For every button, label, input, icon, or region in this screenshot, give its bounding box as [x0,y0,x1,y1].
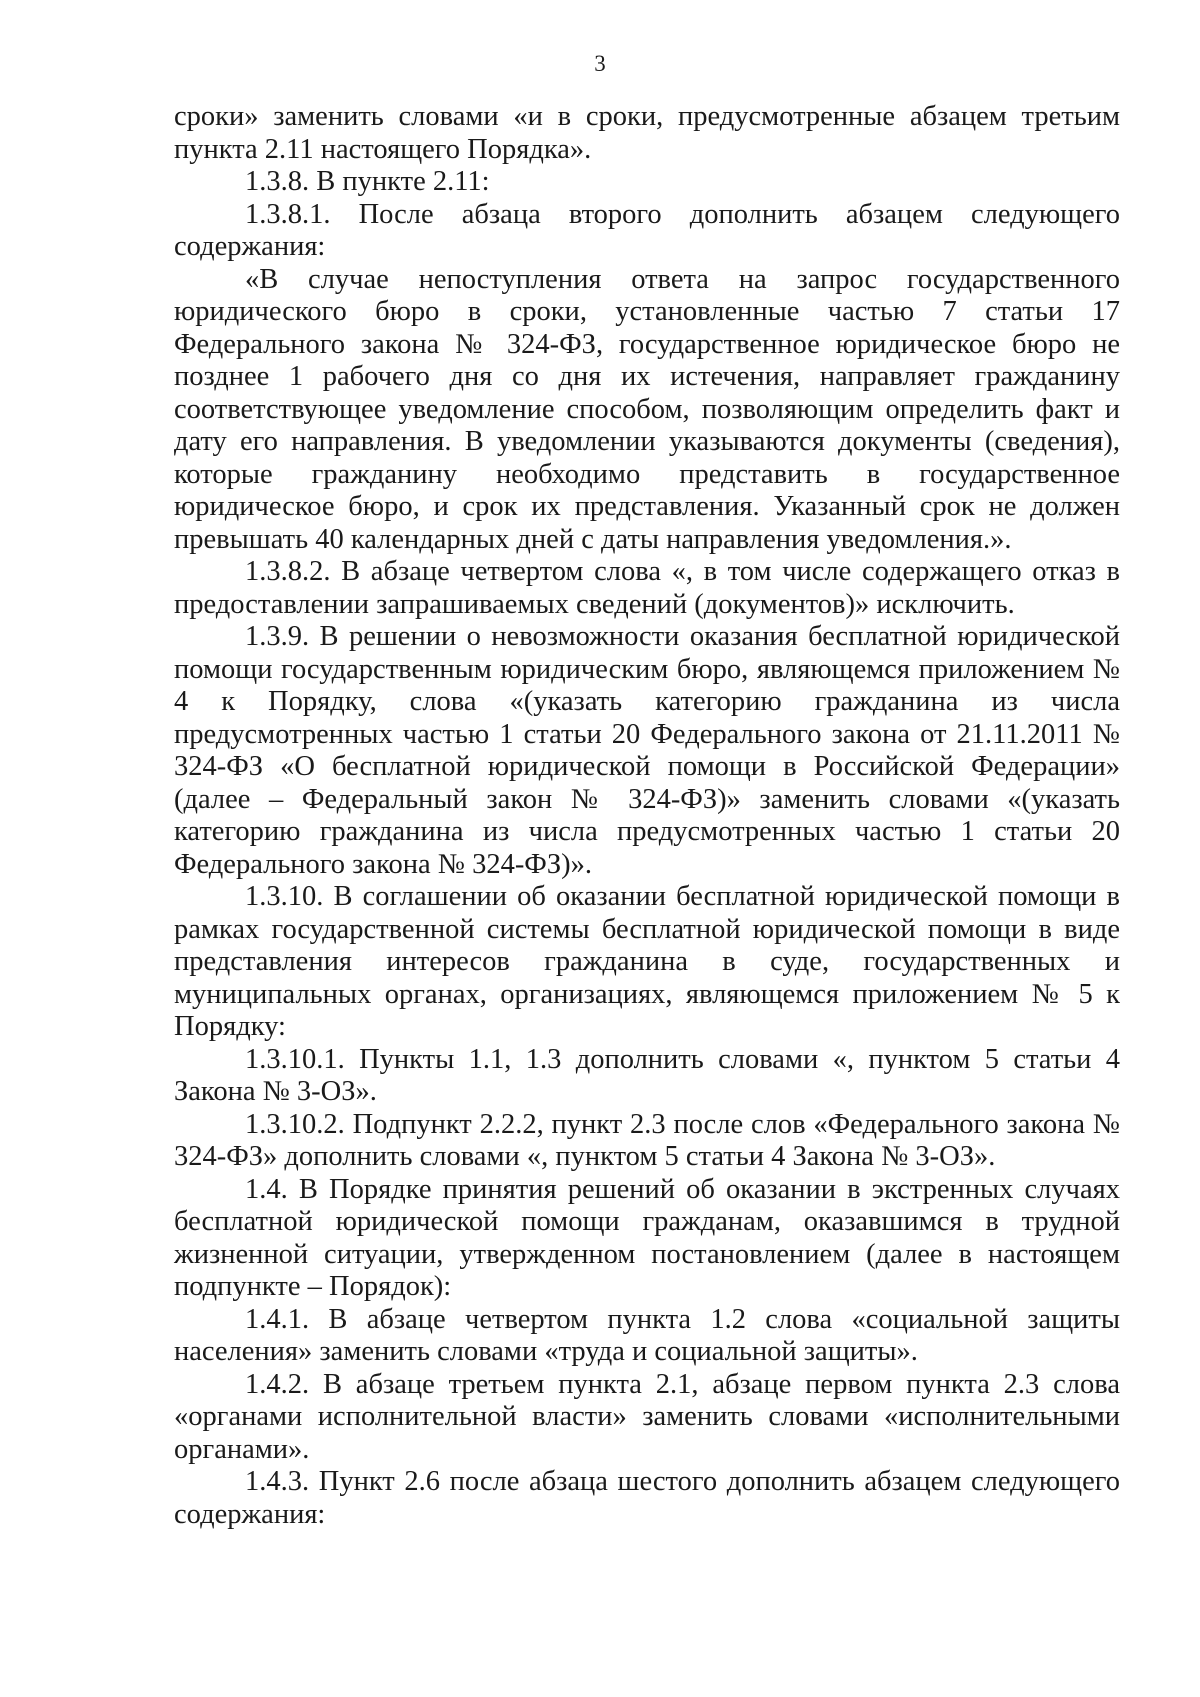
paragraph: «В случае непоступления ответа на запрос государственного юридического бюро в сроки, установленные частью 7 статьи 17 Федерального закона № 324-ФЗ, государственное юридическое бюро не позднее 1 рабочего дня со дня их истечения, направляет гражданину соответствующее уведомление способом, позволяющим определить факт и дату его направления. В уведомлении указываются документы (сведения), которые гражданину необходимо представить в государственное юридическое бюро, и срок их представления. Указанный срок не должен превышать 40 календарных дней с даты направления уведомления.». [174,263,1120,555]
paragraph: 1.4. В Порядке принятия решений об оказании в экстренных случаях бесплатной юридической помощи гражданам, оказавшимся в трудной жизненной ситуации, утвержденном постановлением (далее в настоящем подпункте – Порядок): [174,1173,1120,1302]
paragraph: сроки» заменить словами «и в сроки, предусмотренные абзацем третьим пункта 2.11 настоящего Порядка». [174,101,1120,165]
paragraph: 1.3.10. В соглашении об оказании бесплатной юридической помощи в рамках государственной системы бесплатной юридической помощи в виде представления интересов гражданина в суде, государственных и муниципальных органах, организациях, являющемся приложением № 5 к Порядку: [174,881,1120,1042]
paragraph: 1.3.8.2. В абзаце четвертом слова «, в том числе содержащего отказ в предоставлении запрашиваемых сведений (документов)» исключить. [174,556,1120,620]
paragraph: 1.3.8. В пункте 2.11: [245,166,490,197]
paragraph: 1.3.10.1. Пункты 1.1, 1.3 дополнить словами «, пунктом 5 статьи 4 Закона № 3-ОЗ». [174,1043,1120,1107]
paragraph: 1.4.3. Пункт 2.6 после абзаца шестого дополнить абзацем следующего содержания: [174,1466,1120,1530]
paragraph: 1.3.9. В решении о невозможности оказания бесплатной юридической помощи государственным юридическим бюро, являющемся приложением № 4 к Порядку, слова «(указать категорию гражданина из числа предусмотренных частью 1 статьи 20 Федерального закона от 21.11.2011 № 324-ФЗ «О бесплатной юридической помощи в Российской Федерации» (далее – Федеральный закон № 324-ФЗ)» заменить словами «(указать категорию гражданина из числа предусмотренных частью 1 статьи 20 Федерального закона № 324-ФЗ)». [174,621,1120,880]
paragraph: 1.3.10.2. Подпункт 2.2.2, пункт 2.3 после слов «Федерального закона № 324-ФЗ» дополнить словами «, пунктом 5 статьи 4 Закона № 3-ОЗ». [174,1108,1120,1172]
paragraph: 1.3.8.1. После абзаца второго дополнить абзацем следующего содержания: [174,198,1120,262]
page-number: 3 [594,51,606,76]
paragraph: 1.4.1. В абзаце четвертом пункта 1.2 слова «социальной защиты населения» заменить словами «труда и социальной защиты». [174,1303,1120,1367]
document-body [174,101,1120,1531]
paragraph: 1.4.2. В абзаце третьем пункта 2.1, абзаце первом пункта 2.3 слова «органами исполнительной власти» заменить словами «исполнительными органами». [174,1368,1120,1465]
